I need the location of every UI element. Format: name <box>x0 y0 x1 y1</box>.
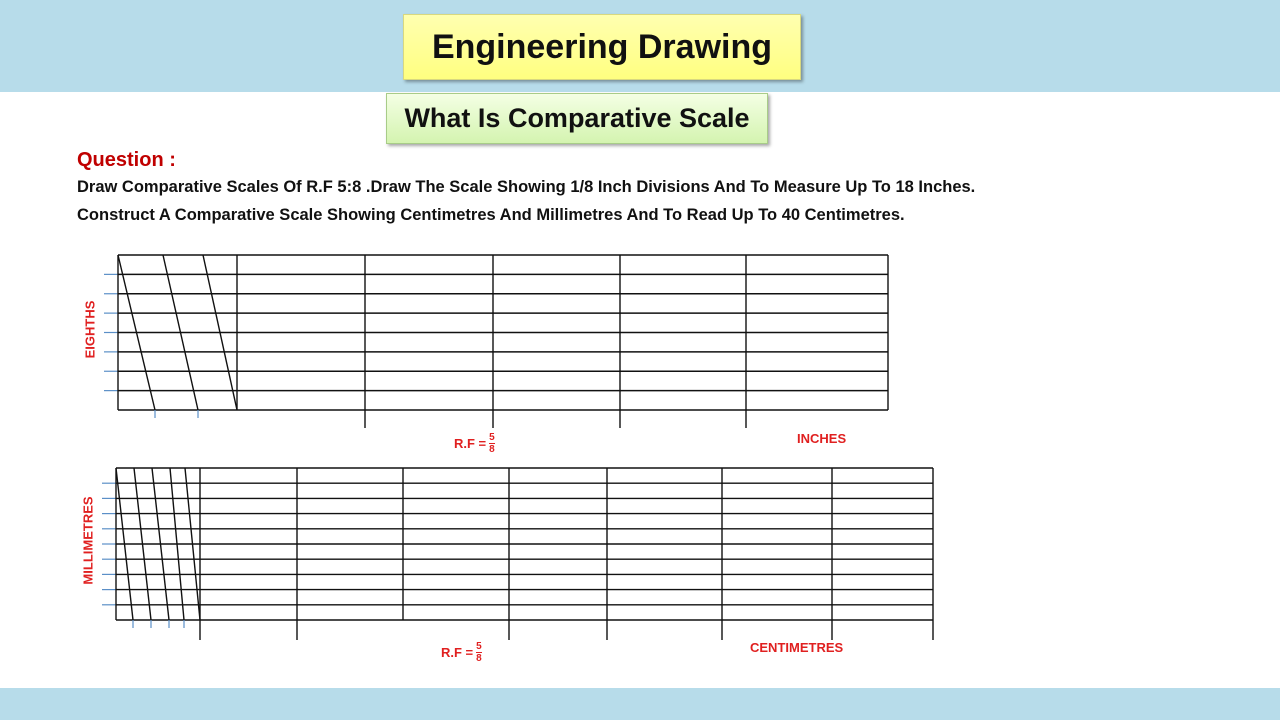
page-title: Engineering Drawing <box>403 14 801 80</box>
inches-label: INCHES <box>797 431 847 446</box>
rf-text: R.F = <box>441 645 474 660</box>
centimetres-label: CENTIMETRES <box>750 640 844 655</box>
rf-fraction <box>489 432 495 455</box>
question-label: Question : <box>77 149 176 171</box>
rf-denominator: 8 <box>489 444 495 455</box>
question-line-1: Draw Comparative Scales Of R.F 5:8 .Draw The Scale Showing 1/8 Inch Divisions And To Measure Up To 18 Inches. <box>77 178 976 196</box>
page-subtitle: What Is Comparative Scale <box>386 93 768 144</box>
rf-fraction <box>476 641 482 664</box>
eighths-label: EIGHTHS <box>82 300 98 359</box>
rf-numerator: 5 <box>489 432 495 443</box>
rf-numerator: 5 <box>476 641 482 652</box>
inch-rf-label <box>454 432 495 455</box>
rf-denominator: 8 <box>476 653 482 664</box>
rf-text: R.F = <box>454 436 487 451</box>
question-line-2: Construct A Comparative Scale Showing Centimetres And Millimetres And To Read Up To 40 Centimetres. <box>77 206 905 224</box>
millimetres-label: MILLIMETRES <box>80 496 96 585</box>
cm-rf-label <box>441 641 482 664</box>
